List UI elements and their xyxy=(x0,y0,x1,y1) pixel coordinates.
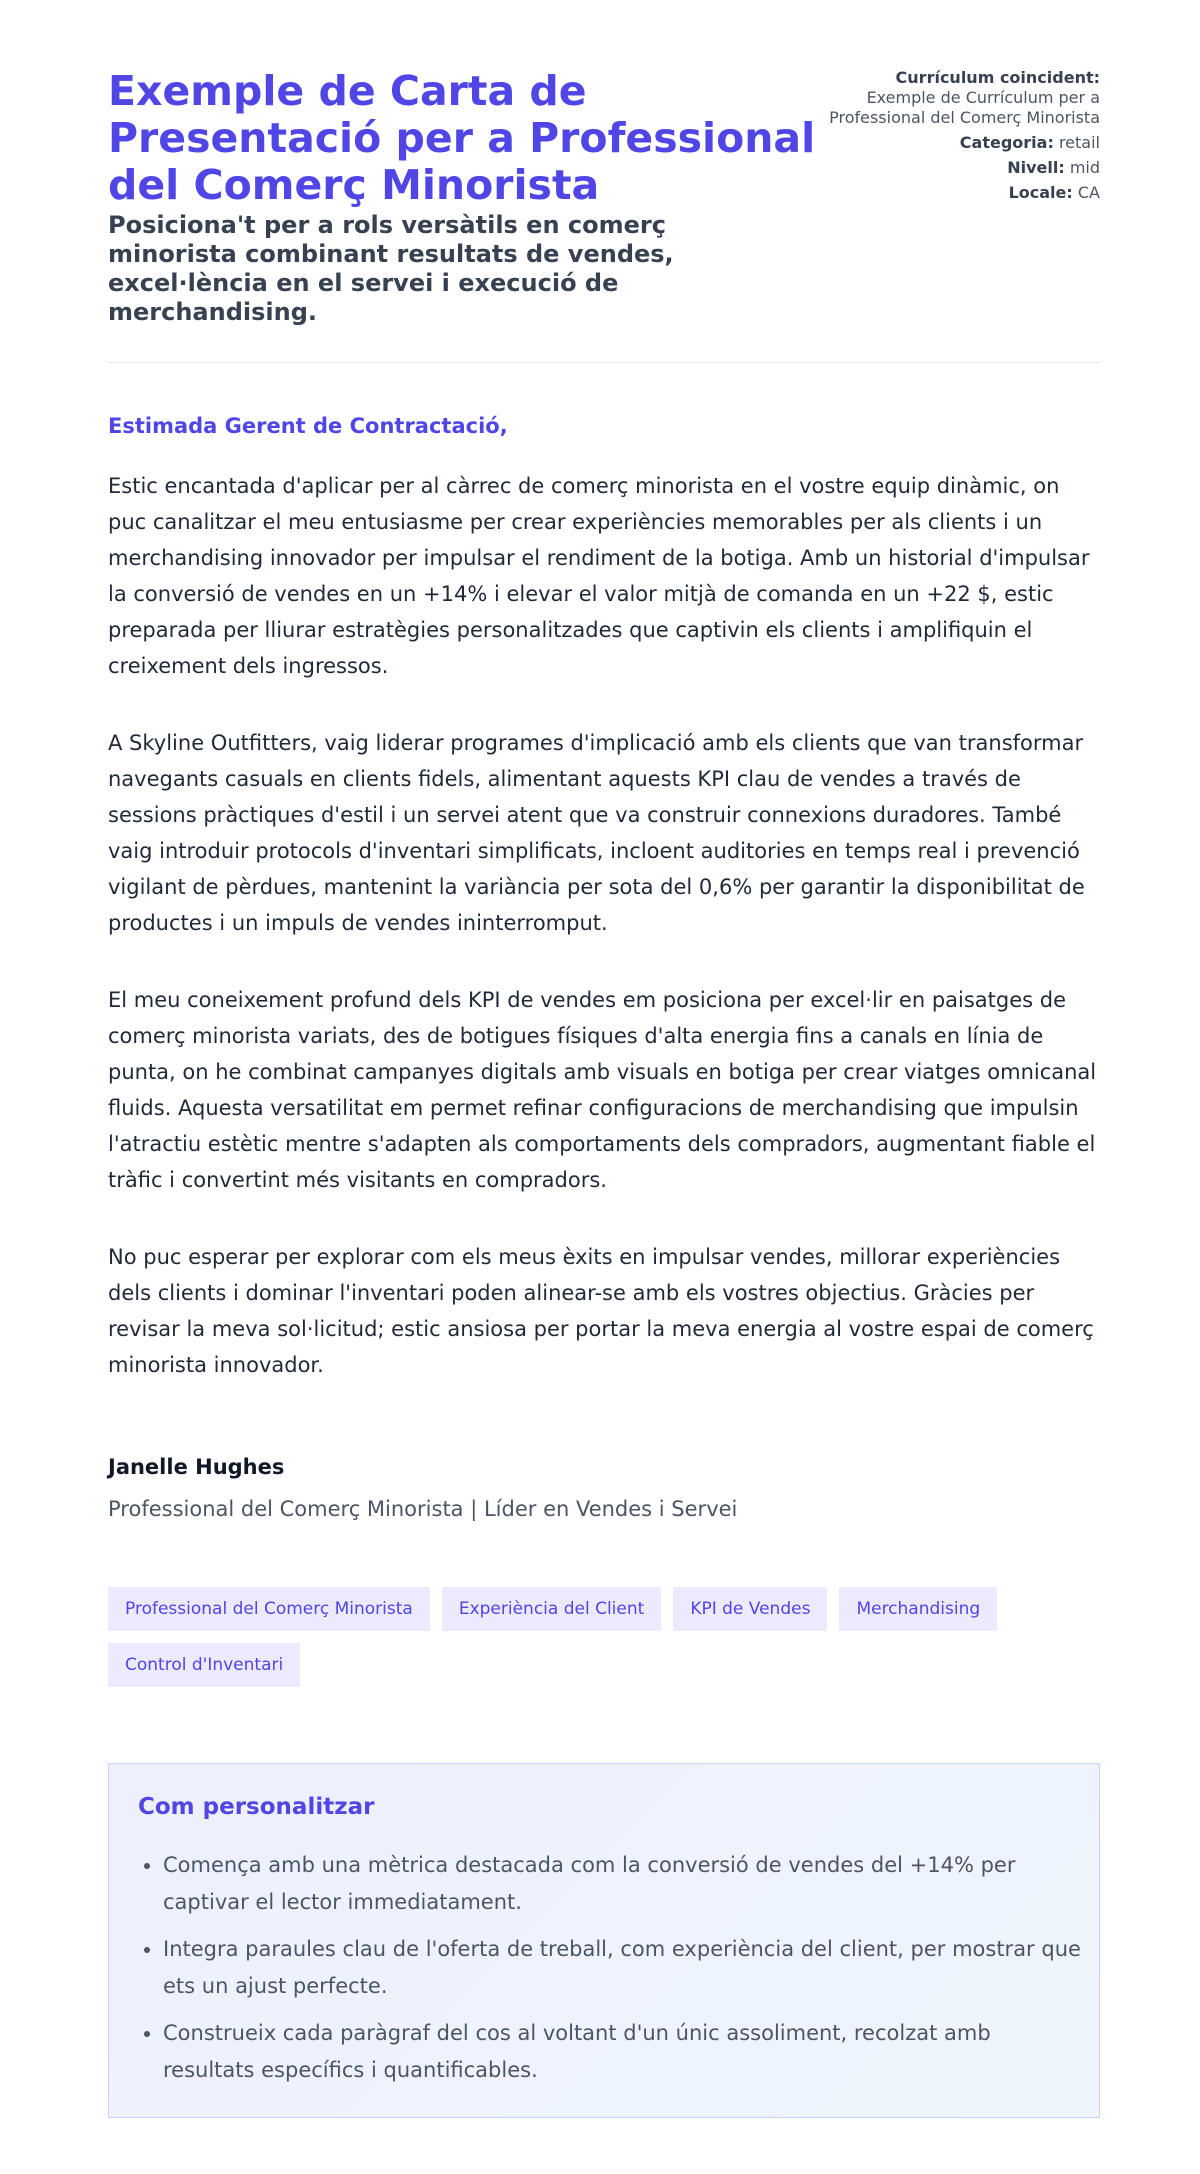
tag[interactable]: Control d'Inventari xyxy=(108,1643,300,1687)
tips-list xyxy=(138,1847,1083,2099)
customization-tips xyxy=(108,1763,1100,2118)
page-subtitle: Posiciona't per a rols versàtils en comerç minorista combinant resultats de vendes, excel·lència en el servei i execució de merchandising. xyxy=(108,211,674,326)
matched-resume-label: Currículum coincident: xyxy=(895,68,1100,87)
tip-item: • Comença amb una mètrica destacada com la conversió de vendes del +14% per captivar el lector immediatament. xyxy=(163,1847,1083,1921)
tag[interactable]: Experiència del Client xyxy=(442,1587,661,1631)
salutation: Estimada Gerent de Contractació, xyxy=(108,414,508,438)
locale-row xyxy=(810,183,1100,203)
letter-paragraph: No puc esperar per explorar com els meus èxits en impulsar vendes, millorar experiències dels clients i dominar l'inventari poden alinear-se amb els vostres objectius. Gràcies per revisar la meva sol·licitud; estic ansiosa per portar la meva energia al vostre espai de comerç minorista innovador. xyxy=(108,1245,1094,1377)
matched-resume xyxy=(810,68,1100,128)
page-title: Exemple de Carta de Presentació per a Professional del Comerç Minorista xyxy=(108,67,816,209)
meta-panel xyxy=(810,68,1100,208)
signature-name: Janelle Hughes xyxy=(108,1455,285,1479)
level-value: mid xyxy=(1069,158,1100,177)
letter-body xyxy=(108,468,1100,1424)
tips-title: Com personalitzar xyxy=(138,1794,375,1820)
locale-label: Locale: xyxy=(1008,183,1073,202)
level-row xyxy=(810,158,1100,178)
category-row xyxy=(810,133,1100,153)
level-label: Nivell: xyxy=(1007,158,1065,177)
letter-paragraph: El meu coneixement profund dels KPI de vendes em posiciona per excel·lir en paisatges de comerç minorista variats, des de botigues físiques d'alta energia fins a canals en línia de punta, on he combinat campanyes digitals amb visuals en botiga per crear viatges omnicanal fluids. Aquesta versatilitat em permet refinar configuracions de merchandising que impulsin l'atractiu estètic mentre s'adapten als comportaments dels compradors, augmentant fiable el tràfic i convertint més visitants en compradors. xyxy=(108,988,1097,1192)
tag[interactable]: KPI de Vendes xyxy=(673,1587,827,1631)
matched-resume-link[interactable]: Exemple de Currículum per a Professional del Comerç Minorista xyxy=(829,88,1100,127)
letter-paragraph: Estic encantada d'aplicar per al càrrec de comerç minorista en el vostre equip dinàmic, on puc canalitzar el meu entusiasme per crear experiències memorables per als clients i un merchandising innovador per impulsar el rendiment de la botiga. Amb un historial d'impulsar la conversió de vendes en un +14% i elevar el valor mitjà de comanda en un +22 $, estic preparada per lliurar estratègies personalitzades que captivin els clients i amplifiquin el creixement dels ingressos. xyxy=(108,474,1090,678)
tag-list xyxy=(108,1587,1100,1699)
category-label: Categoria: xyxy=(959,133,1054,152)
tag[interactable]: Professional del Comerç Minorista xyxy=(108,1587,430,1631)
letter-paragraph: A Skyline Outfitters, vaig liderar programes d'implicació amb els clients que van transformar navegants casuals en clients fidels, alimentant aquests KPI clau de vendes a través de sessions pràctiques d'estil i un servei atent que va construir connexions duradores. També vaig introduir protocols d'inventari simplificats, incloent auditories en temps real i prevenció vigilant de pèrdues, mantenint la variància per sota del 0,6% per garantir la disponibilitat de productes i un impuls de vendes ininterromput. xyxy=(108,731,1085,935)
locale-value: CA xyxy=(1077,183,1100,202)
tip-item: • Construeix cada paràgraf del cos al voltant d'un únic assoliment, recolzat amb resultats específics i quantificables. xyxy=(163,2015,1083,2089)
header-divider xyxy=(108,362,1100,363)
tip-item: • Integra paraules clau de l'oferta de treball, com experiència del client, per mostrar que ets un ajust perfecte. xyxy=(163,1931,1083,2005)
category-value: retail xyxy=(1058,133,1100,152)
tag[interactable]: Merchandising xyxy=(839,1587,997,1631)
signature-title: Professional del Comerç Minorista | Líder en Vendes i Servei xyxy=(108,1497,738,1521)
header xyxy=(108,68,1100,327)
